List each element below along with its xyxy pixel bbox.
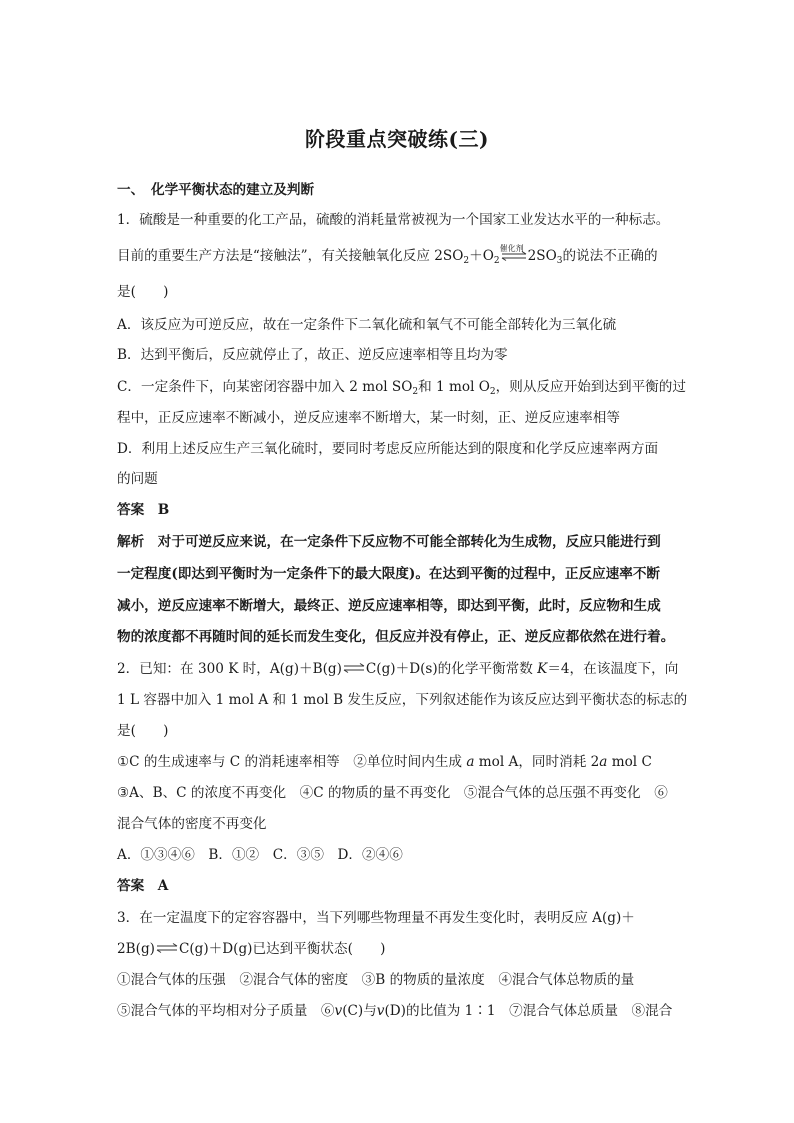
q2-line-2: 1 L 容器中加入 1 mol A 和 1 mol B 发生反应，下列叙述能作为该反应达到平衡状态的标志的 [117,692,688,708]
q1-analysis-1: 解析 对于可逆反应来说，在一定条件下反应物不可能全部转化为生成物，反应只能进行到 [117,534,661,550]
reversible-arrow-catalyst: 催化剂 [501,248,527,262]
q1-option-c-cont: 程中，正反应速率不断减小，逆反应速率不断增大，某一时刻，正、逆反应速率相等 [117,410,620,426]
reversible-arrow [156,943,178,953]
q1-option-d-cont: 的问题 [117,471,158,487]
q1-option-c: C．一定条件下，向某密闭容器中加入 2 mol $SO_2$和 1 mol $O_2$，则从反应开始到达到平衡的过 [117,379,686,397]
q2-line-1: 2．已知：在 300 K 时，A(g)＋B(g) C(g)＋D(s)的化学平衡常数 K＝4，在该温度下，向 [117,661,679,677]
q1-line-2: 目前的重要生产方法是“接触法”，有关接触氧化反应 $2SO_2+O_2$ 催化剂 $2SO_3$的说法不正确的 [117,244,658,266]
q3-line-1: 3．在一定温度下的定容容器中，当下列哪些物理量不再发生变化时，表明反应 A(g)＋ [117,910,635,926]
q2-statements-1: ①C 的生成速率与 C 的消耗速率相等 ②单位时间内生成 a mol A，同时消耗 2a mol C [117,754,652,770]
q1-analysis-4: 物的浓度都不再随时间的延长而发生变化，但反应并没有停止，正、逆反应都依然在进行着。 [117,629,675,645]
q3-statements-2: ⑤混合气体的平均相对分子质量 ⑥v(C)与v(D)的比值为 1∶1 ⑦混合气体总质量 ⑧混合 [117,1003,673,1019]
q1-option-a: A．该反应为可逆反应，故在一定条件下二氧化硫和氧气不可能全部转化为三氧化硫 [117,317,617,333]
q2-answer: 答案 A [117,878,169,894]
q1-analysis-2: 一定程度(即达到平衡时为一定条件下的最大限度)。在达到平衡的过程中，正反应速率不断 [117,566,661,582]
q1-line-1: 1．硫酸是一种重要的化工产品，硫酸的消耗量常被视为一个国家工业发达水平的一种标志。 [117,212,670,228]
q2-choices: A．①③④⑥ B．①② C．③⑤ D．②④⑥ [117,847,403,863]
q1-answer: 答案 B [117,502,170,518]
section-heading: 一、 化学平衡状态的建立及判断 [117,182,315,198]
q2-line-3: 是( ) [117,723,169,739]
q1-option-d: D．利用上述反应生产三氧化硫时，要同时考虑反应所能达到的限度和化学反应速率两方面 [117,441,659,457]
q1-option-b: B．达到平衡后，反应就停止了，故正、逆反应速率相等且均为零 [117,347,508,363]
q1-analysis-3: 减小，逆反应速率不断增大，最终正、逆反应速率相等，即达到平衡，此时，反应物和生成 [117,598,661,614]
page-title: 阶段重点突破练(三) [305,127,489,151]
q3-statements-1: ①混合气体的压强 ②混合气体的密度 ③B 的物质的量浓度 ④混合气体总物质的量 [117,972,635,988]
reversible-arrow [343,663,365,673]
q2-statements-3: 混合气体的密度不再变化 [117,816,267,832]
q3-line-2: 2B(g) C(g)＋D(g)已达到平衡状态( ) [117,941,386,957]
q1-line-3: 是( ) [117,284,169,300]
q2-statements-2: ③A、B、C 的浓度不再变化 ④C 的物质的量不再变化 ⑤混合气体的总压强不再变化 ⑥ [117,785,668,801]
